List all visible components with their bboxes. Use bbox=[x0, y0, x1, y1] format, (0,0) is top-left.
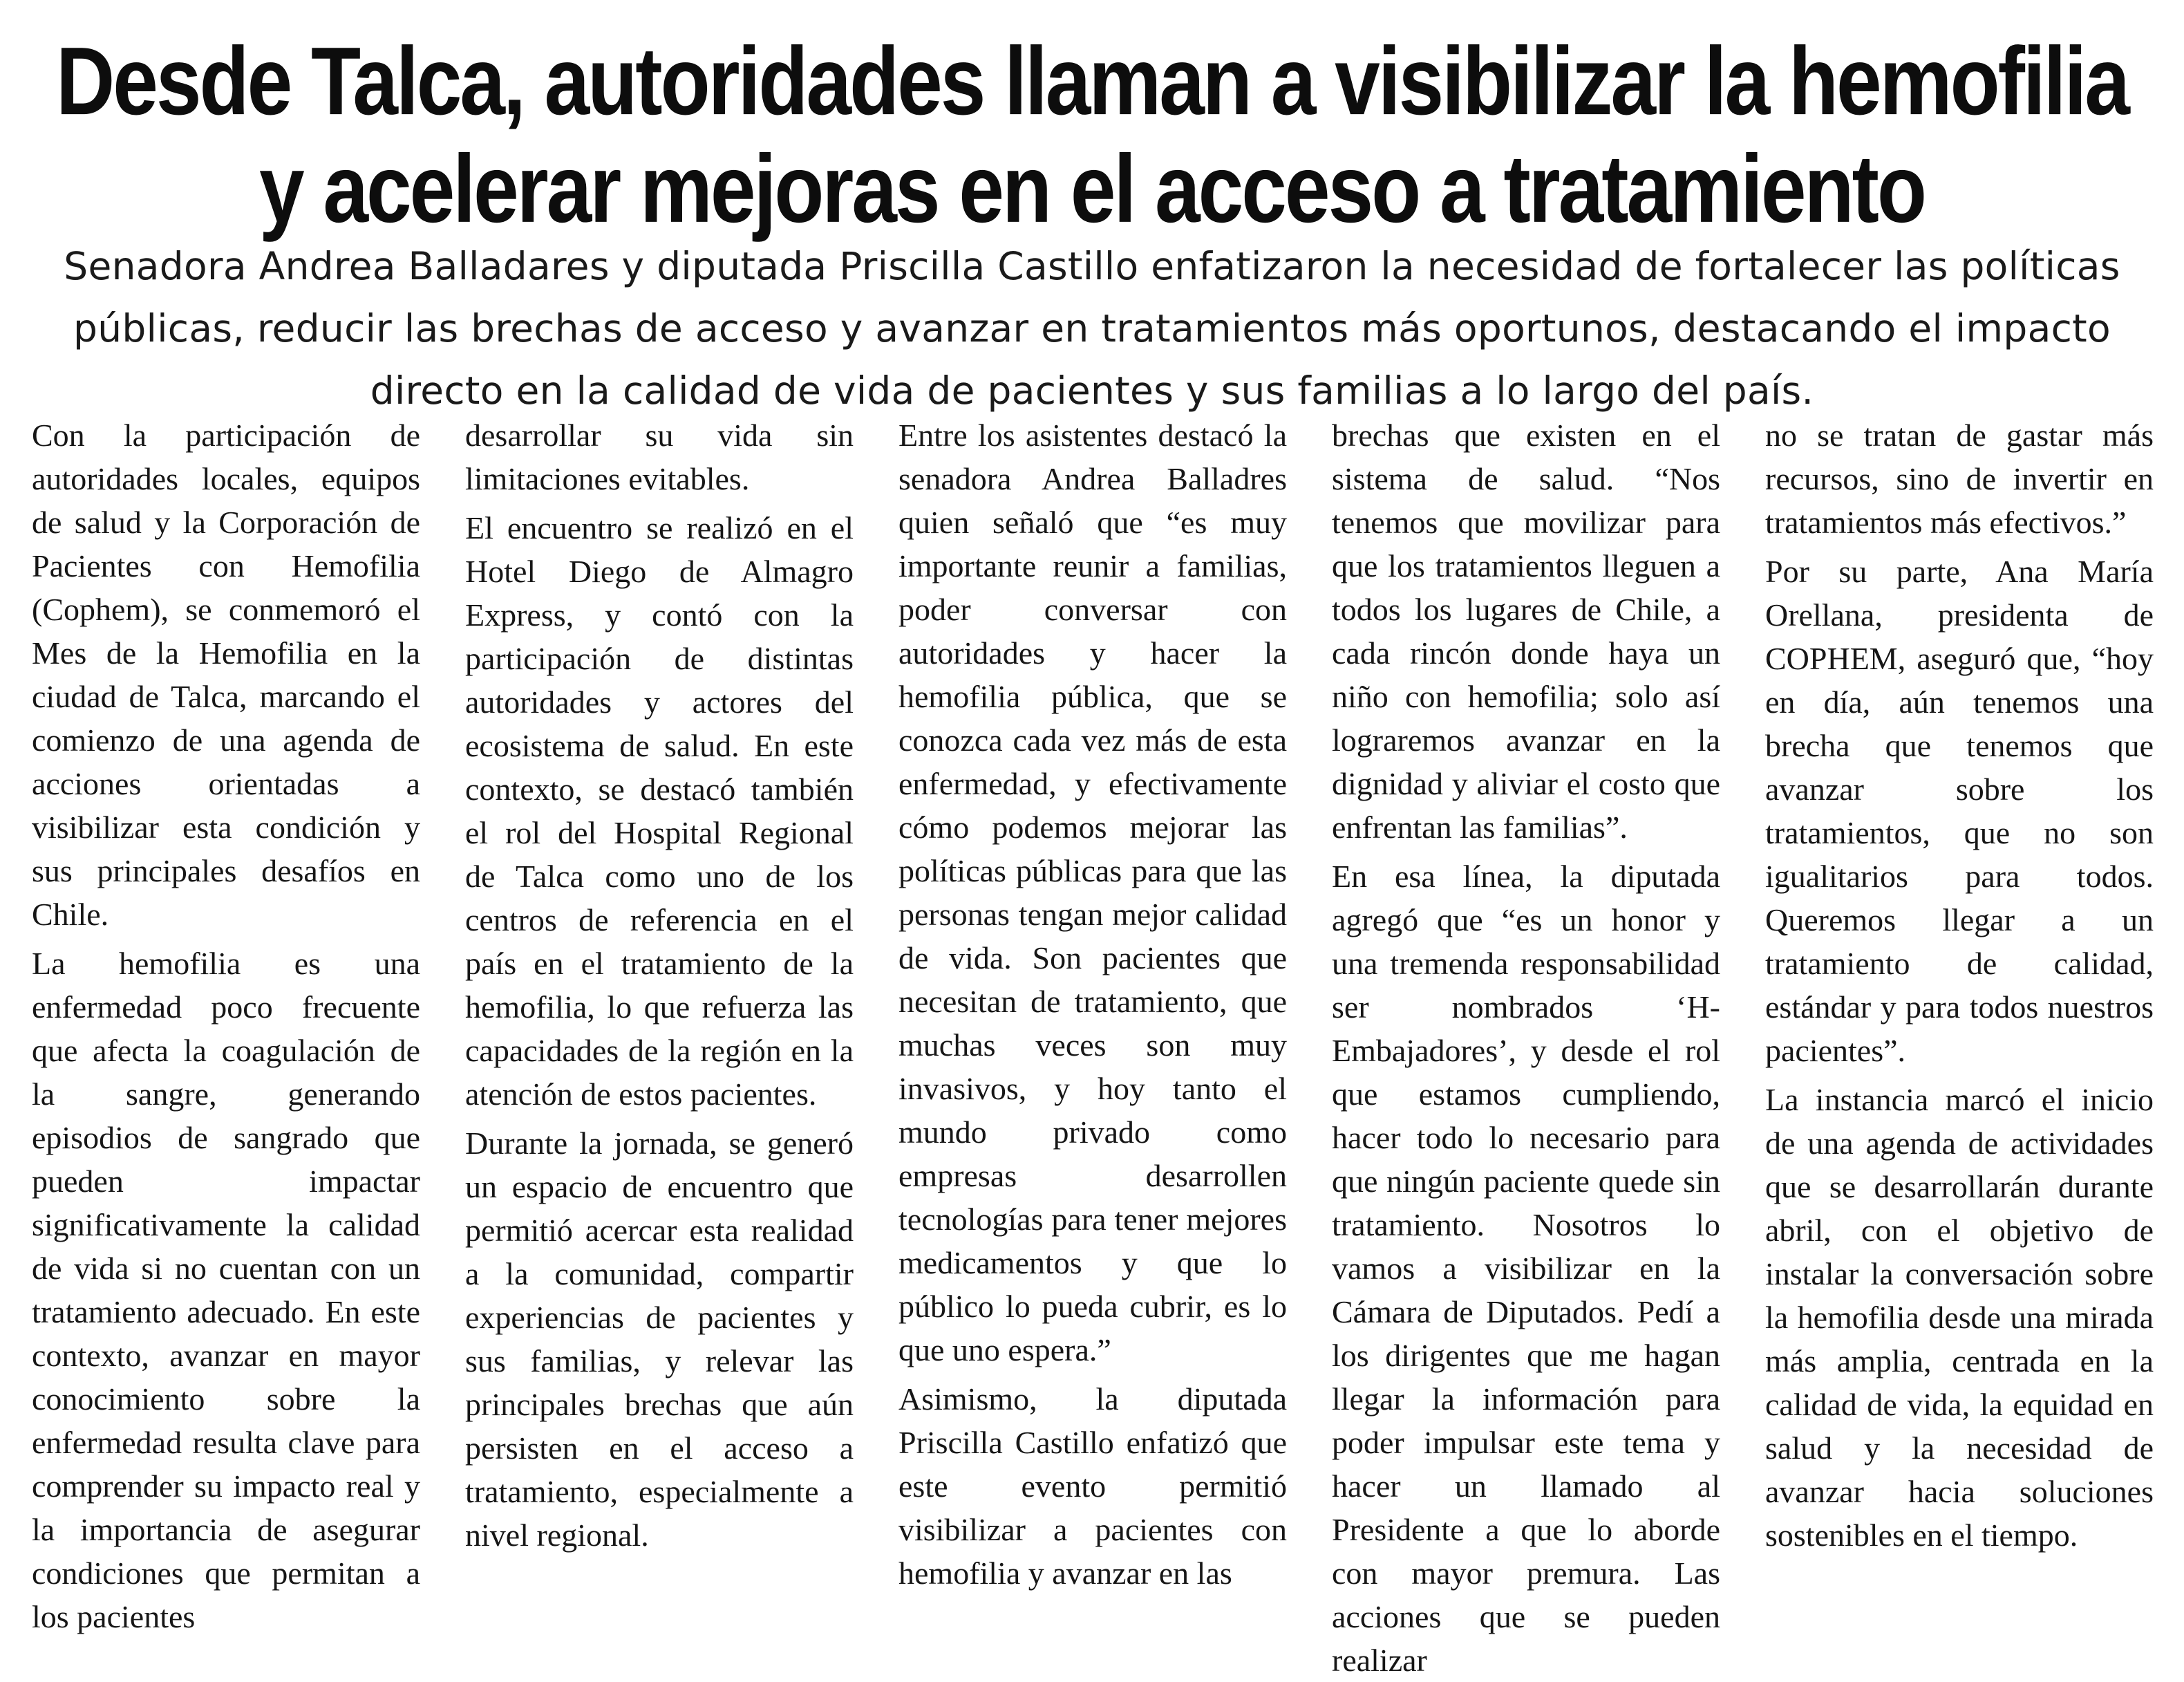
article-column-4 bbox=[1332, 413, 1720, 1678]
paragraph: Entre los asistentes destacó la senadora Andrea Balladres quien señaló que “es muy importante reunir a familias, poder conversar con autoridades y hacer la hemofilia pública, que se conozca cada vez más de esta enfermedad, y efectivamente cómo podemos mejorar las políticas públicas para que las personas tengan mejor calidad de vida. Son pacientes que necesitan de tratamiento, que muchas veces son muy invasivos, y hoy tanto el mundo privado como empresas desarrollen tecnologías para tener mejores medicamentos y que lo público lo pueda cubrir, es lo que uno espera.” bbox=[898, 418, 1287, 1367]
article-column-1 bbox=[32, 413, 420, 1634]
paragraph: La hemofilia es una enfermedad poco frecuente que afecta la coagulación de la sangre, generando episodios de sangrado que pueden impactar significativamente la calidad de vida si no cuentan con un tratamiento adecuado. En este contexto, avanzar en mayor conocimiento sobre la enfermedad resulta clave para comprender su impacto real y la importancia de asegurar condiciones que permitan a los pacientes bbox=[32, 946, 420, 1634]
paragraph: Por su parte, Ana María Orellana, presidenta de COPHEM, aseguró que, “hoy en día, aún tenemos una brecha que tenemos que avanzar sobre los tratamientos, que no son igualitarios para todos. Queremos llegar a un tratamiento de calidad, estándar y para todos nuestros pacientes”. bbox=[1765, 554, 2154, 1068]
article-column-3 bbox=[898, 413, 1287, 1591]
paragraph: La instancia marcó el inicio de una agenda de actividades que se desarrollarán durante abril, con el objetivo de instalar la conversación sobre la hemofilia desde una mirada más amplia, centrada en la calidad de vida, la equidad en salud y la necesidad de avanzar hacia soluciones sostenibles en el tiempo. bbox=[1765, 1082, 2154, 1553]
article-column-2 bbox=[465, 413, 854, 1553]
headline: Desde Talca, autoridades llaman a visibilizar la hemofilia y acelerar mejoras en el acceso a tratamiento bbox=[56, 28, 2128, 243]
paragraph: En esa línea, la diputada agregó que “es un honor y una tremenda responsabilidad ser nombrados ‘H-Embajadores’, y desde el rol que estamos cumpliendo, hacer todo lo necesario para que ningún paciente quede sin tratamiento. Nosotros lo vamos a visibilizar en la Cámara de Diputados. Pedí a los dirigentes que me hagan llegar la información para poder impulsar este tema y hacer un llamado al Presidente a que lo aborde con mayor premura. Las acciones que se pueden realizar bbox=[1332, 859, 1720, 1678]
article-column-5 bbox=[1765, 413, 2154, 1553]
paragraph: brechas que existen en el sistema de salud. “Nos tenemos que movilizar para que los tratamientos lleguen a todos los lugares de Chile, a cada rincón donde haya un niño con hemofilia; solo así lograremos avanzar en la dignidad y aliviar el costo que enfrentan las familias”. bbox=[1332, 418, 1720, 845]
paragraph: Con la participación de autoridades locales, equipos de salud y la Corporación de Pacientes con Hemofilia (Cophem), se conmemoró el Mes de la Hemofilia en la ciudad de Talca, marcando el comienzo de una agenda de acciones orientadas a visibilizar esta condición y sus principales desafíos en Chile. bbox=[32, 418, 420, 932]
article-body bbox=[32, 413, 2154, 1678]
paragraph: El encuentro se realizó en el Hotel Diego de Almagro Express, y contó con la participación de distintas autoridades y actores del ecosistema de salud. En este contexto, se destacó también el rol del Hospital Regional de Talca como uno de los centros de referencia en el país en el tratamiento de la hemofilia, lo que refuerza las capacidades de la región en la atención de estos pacientes. bbox=[465, 510, 854, 1112]
paragraph: Durante la jornada, se generó un espacio de encuentro que permitió acercar esta realidad a la comunidad, compartir experiencias de pacientes y sus familias, y relevar las principales brechas que aún persisten en el acceso a tratamiento, especialmente a nivel regional. bbox=[465, 1125, 854, 1553]
subheadline: Senadora Andrea Balladares y diputada Priscilla Castillo enfatizaron la necesidad de fortalecer las políticas públicas, reducir las brechas de acceso y avanzar en tratamientos más oportunos, destacando el impacto directo en la calidad de vida de pacientes y sus familias a lo largo del país. bbox=[64, 244, 2120, 413]
paragraph: Asimismo, la diputada Priscilla Castillo enfatizó que este evento permitió visibilizar a pacientes con hemofilia y avanzar en las bbox=[898, 1381, 1287, 1591]
paragraph: desarrollar su vida sin limitaciones evitables. bbox=[465, 418, 854, 496]
paragraph: no se tratan de gastar más recursos, sino de invertir en tratamientos más efectivos.” bbox=[1765, 418, 2154, 540]
